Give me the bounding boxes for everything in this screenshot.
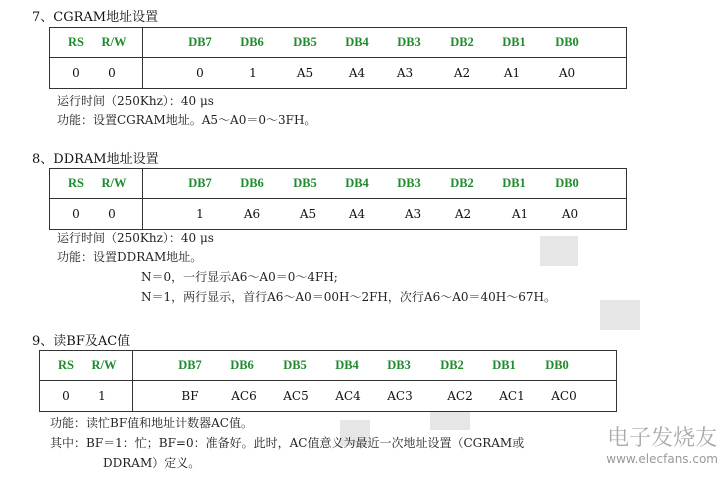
header-cell-db5: DB5 — [283, 358, 307, 372]
table-header-row — [50, 169, 626, 199]
ddram-n1-note: N＝1，两行显示，首行A6～A0＝00H～2FH，次行A6～A0＝40H～67H。 — [141, 290, 556, 304]
table-value-row — [50, 199, 626, 229]
value-cell-rw: 0 — [108, 207, 116, 221]
header-cell-db0: DB0 — [555, 176, 579, 190]
watermark-logo: 电子发烧友 — [607, 426, 718, 451]
header-cell-db6: DB6 — [240, 35, 264, 49]
header-cell-db2: DB2 — [440, 358, 464, 372]
header-cell-db7: DB7 — [188, 35, 212, 49]
value-cell-db6: A6 — [243, 207, 261, 221]
value-cell-db6: AC6 — [231, 389, 257, 403]
value-cell-db4: A4 — [348, 207, 366, 221]
value-cell-rw: 1 — [98, 389, 106, 403]
header-cell-rw: R/W — [101, 35, 127, 49]
section-title-ddram: 8、DDRAM地址设置 — [32, 152, 159, 167]
ddram-function-note: 功能：设置DDRAM地址。 — [57, 250, 203, 264]
header-cell-rw: R/W — [101, 176, 127, 190]
header-cell-db4: DB4 — [345, 35, 369, 49]
header-cell-db5: DB5 — [293, 35, 317, 49]
value-cell-db3: A3 — [404, 207, 422, 221]
value-cell-db4: AC4 — [335, 389, 361, 403]
blur-block — [540, 236, 578, 266]
value-cell-db0: A0 — [558, 66, 576, 80]
value-cell-db5: A5 — [299, 207, 317, 221]
table-header-row — [40, 351, 616, 381]
value-cell-rw: 0 — [108, 66, 116, 80]
ddram-n0-note: N＝0，一行显示A6～A0＝0～4FH; — [141, 270, 338, 284]
header-cell-db6: DB6 — [240, 176, 264, 190]
value-cell-db5: AC5 — [283, 389, 309, 403]
header-cell-db2: DB2 — [450, 176, 474, 190]
value-cell-db6: 1 — [249, 66, 257, 80]
header-cell-db0: DB0 — [555, 35, 579, 49]
watermark — [606, 421, 718, 466]
header-cell-db3: DB3 — [397, 35, 421, 49]
header-cell-db4: DB4 — [345, 176, 369, 190]
value-cell-db5: A5 — [296, 66, 314, 80]
read-function-note: 功能：读忙BF值和地址计数器AC值。 — [50, 416, 253, 430]
value-cell-db7: BF — [181, 389, 199, 403]
header-cell-db1: DB1 — [502, 176, 526, 190]
value-cell-db4: A4 — [348, 66, 366, 80]
read-ddram-note: DDRAM）定义。 — [103, 456, 201, 470]
header-cell-rs: RS — [58, 358, 74, 372]
value-cell-rs: 0 — [62, 389, 70, 403]
value-cell-db0: AC0 — [551, 389, 577, 403]
header-cell-db2: DB2 — [450, 35, 474, 49]
value-cell-db3: AC3 — [387, 389, 413, 403]
value-cell-db0: A0 — [561, 207, 579, 221]
ddram-timing-note: 运行时间（250Khz）：40 μs — [57, 231, 214, 245]
cgram-table — [49, 27, 627, 89]
header-cell-db7: DB7 — [188, 176, 212, 190]
blur-block — [600, 300, 640, 330]
value-cell-db1: A1 — [511, 207, 529, 221]
read-bf-ac-table — [39, 350, 617, 412]
header-cell-rw: R/W — [91, 358, 117, 372]
value-cell-db2: A2 — [454, 207, 472, 221]
header-cell-db5: DB5 — [293, 176, 317, 190]
header-cell-db0: DB0 — [545, 358, 569, 372]
value-cell-db7: 1 — [196, 207, 204, 221]
read-busy-note: 其中：BF＝1：忙；BF=0：准备好。此时，AC值意义为最近一次地址设置（CGRAM或 — [50, 436, 525, 450]
value-cell-rs: 0 — [72, 66, 80, 80]
value-cell-db2: AC2 — [447, 389, 473, 403]
cgram-timing-note: 运行时间（250Khz）：40 μs — [57, 94, 214, 108]
ddram-table — [49, 168, 627, 230]
table-value-row — [50, 58, 626, 88]
header-cell-db1: DB1 — [492, 358, 516, 372]
section-title-read-bf-ac: 9、读BF及AC值 — [32, 334, 131, 349]
header-cell-db1: DB1 — [502, 35, 526, 49]
section-title-cgram: 7、CGRAM地址设置 — [32, 10, 159, 25]
value-cell-rs: 0 — [72, 207, 80, 221]
value-cell-db2: A2 — [453, 66, 471, 80]
value-cell-db3: A3 — [396, 66, 414, 80]
table-header-row — [50, 28, 626, 58]
header-cell-db6: DB6 — [230, 358, 254, 372]
header-cell-rs: RS — [68, 35, 84, 49]
header-cell-db3: DB3 — [387, 358, 411, 372]
cgram-function-note: 功能：设置CGRAM地址。A5～A0＝0～3FH。 — [57, 113, 317, 127]
value-cell-db1: AC1 — [499, 389, 525, 403]
header-cell-db7: DB7 — [178, 358, 202, 372]
value-cell-db1: A1 — [503, 66, 521, 80]
header-cell-db3: DB3 — [397, 176, 421, 190]
watermark-url: www.elecfans.com — [606, 452, 718, 466]
header-cell-db4: DB4 — [335, 358, 359, 372]
value-cell-db7: 0 — [196, 66, 204, 80]
header-cell-rs: RS — [68, 176, 84, 190]
table-value-row — [40, 381, 616, 411]
